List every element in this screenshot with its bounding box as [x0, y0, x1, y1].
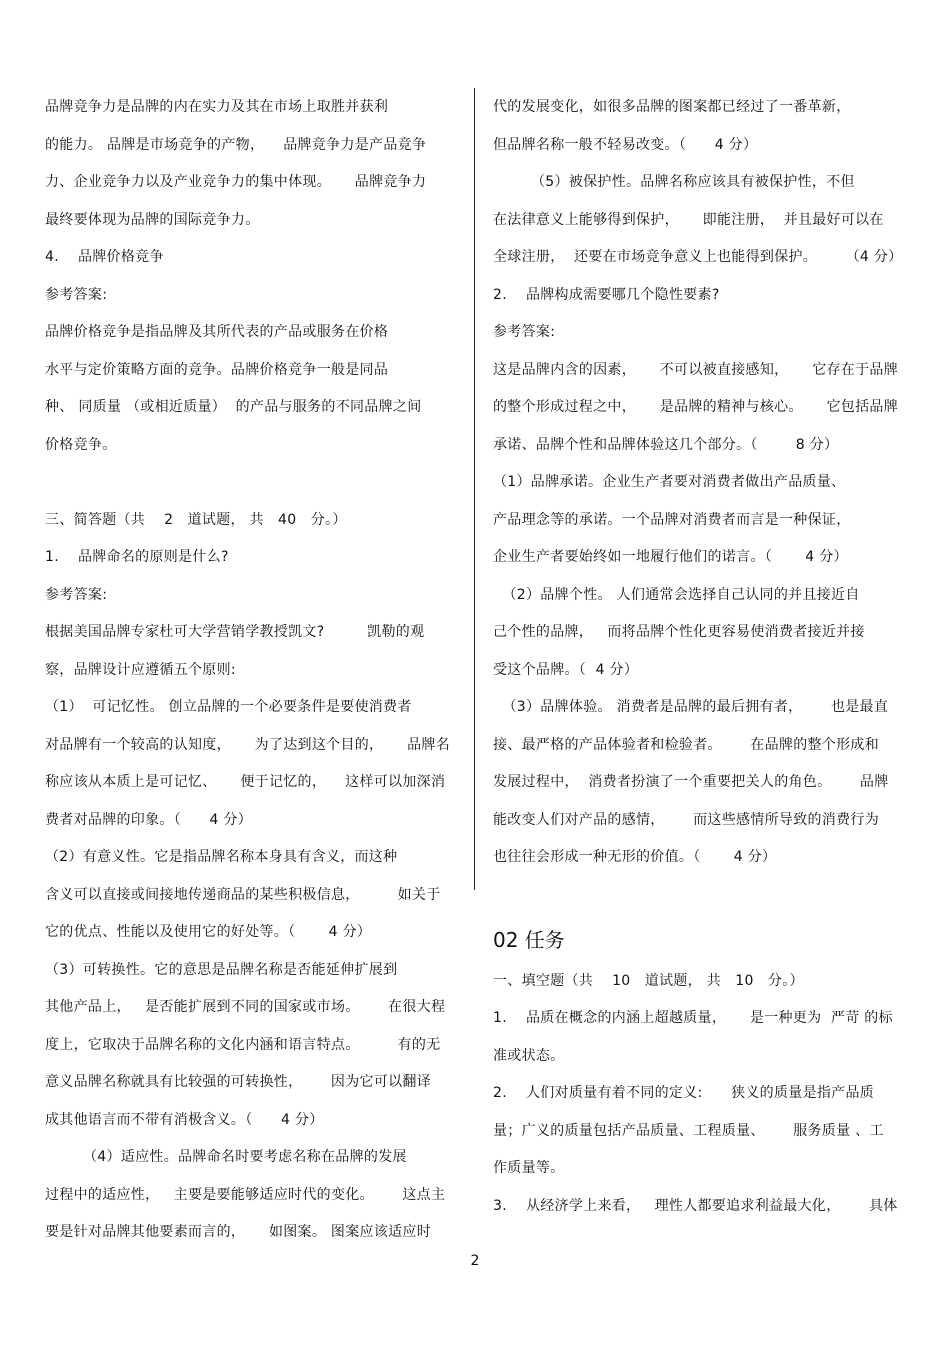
- text-line: 1. 品质在概念的内涵上超越质量， 是一种更为 严苛 的标: [493, 1010, 893, 1026]
- text-line: 1. 品牌命名的原则是什么?: [45, 549, 229, 565]
- text-line: 称应该从本质上是可记忆、 便于记忆的， 这样可以加深消: [45, 774, 446, 790]
- text-line: 三、简答题（共 2 道试题， 共 40 分。）: [45, 512, 347, 528]
- text-line: 受这个品牌。（ 4 分）: [493, 662, 639, 678]
- column-divider: [474, 88, 475, 890]
- text-line: 成其他语言而不带有消极含义。（ 4 分）: [45, 1112, 324, 1128]
- text-line: 过程中的适应性， 主要是要能够适应时代的变化。 这点主: [45, 1187, 446, 1203]
- text-line: 含义可以直接或间接地传递商品的某些积极信息， 如关于: [45, 887, 441, 903]
- text-line: 也往往会形成一种无形的价值。（ 4 分）: [493, 849, 777, 865]
- text-line: 参考答案:: [45, 287, 108, 303]
- text-line: 种、 同质量 （或相近质量） 的产品与服务的不同品牌之间: [45, 399, 422, 415]
- text-line: 在法律意义上能够得到保护， 即能注册， 并且最好可以在: [493, 212, 884, 228]
- text-line: 发展过程中， 消费者扮演了一个重要把关人的角色。 品牌: [493, 774, 889, 790]
- text-line: 接、最严格的产品体验者和检验者。 在品牌的整个形成和: [493, 737, 879, 753]
- section-heading: 02 任务: [493, 928, 565, 952]
- text-line: 费者对品牌的印象。（ 4 分）: [45, 812, 253, 828]
- text-line: 代的发展变化，如很多品牌的图案都已经过了一番革新，: [493, 99, 851, 115]
- text-line: 其他产品上， 是否能扩展到不同的国家或市场。 在很大程: [45, 999, 446, 1015]
- text-line: 它的优点、性能以及使用它的好处等。（ 4 分）: [45, 924, 372, 940]
- text-line: 品牌价格竞争是指品牌及其所代表的产品或服务在价格: [45, 324, 389, 340]
- text-line: 作质量等。: [493, 1160, 565, 1176]
- text-line: 这是品牌内含的因素， 不可以被直接感知， 它存在于品牌: [493, 362, 898, 378]
- text-line: （3）可转换性。它的意思是品牌名称是否能延伸扩展到: [45, 962, 398, 978]
- text-line: 量；广义的质量包括产品质量、工程质量、 服务质量 、工: [493, 1123, 884, 1139]
- text-line: 根据美国品牌专家杜可大学营销学教授凯文? 凯勒的观: [45, 624, 425, 640]
- text-line: 度上，它取决于品牌名称的文化内涵和语言特点。 有的无: [45, 1037, 441, 1053]
- text-line: 但品牌名称一般不轻易改变。（ 4 分）: [493, 137, 758, 153]
- text-line: 水平与定价策略方面的竞争。品牌价格竞争一般是同品: [45, 362, 389, 378]
- text-line: 参考答案:: [45, 587, 108, 603]
- text-line: 要是针对品牌其他要素而言的， 如图案。 图案应该适应时: [45, 1224, 431, 1240]
- text-line: （5）被保护性。品牌名称应该具有被保护性，不但: [493, 174, 855, 190]
- text-line: 意义品牌名称就具有比较强的可转换性， 因为它可以翻译: [45, 1074, 431, 1090]
- text-line: 2. 品牌构成需要哪几个隐性要素?: [493, 287, 720, 303]
- text-line: 品牌竞争力是品牌的内在实力及其在市场上取胜并获利: [45, 99, 389, 115]
- text-line: 4. 品牌价格竞争: [45, 249, 164, 265]
- text-line: （1） 可记忆性。 创立品牌的一个必要条件是要使消费者: [45, 699, 412, 715]
- text-line: 企业生产者要始终如一地履行他们的诺言。（ 4 分）: [493, 549, 848, 565]
- text-line: 承诺、品牌个性和品牌体验这几个部分。（ 8 分）: [493, 437, 839, 453]
- text-line: 准或状态。: [493, 1048, 565, 1064]
- text-line: 参考答案:: [493, 324, 556, 340]
- text-line: 对品牌有一个较高的认知度， 为了达到这个目的， 品牌名: [45, 737, 450, 753]
- text-line: 3. 从经济学上来看， 理性人都要追求利益最大化， 具体: [493, 1198, 898, 1214]
- text-line: （2）有意义性。它是指品牌名称本身具有含义，而这种: [45, 849, 398, 865]
- text-line: （4）适应性。品牌命名时要考虑名称在品牌的发展: [45, 1149, 407, 1165]
- page-number: 2: [470, 1253, 480, 1269]
- text-line: 己个性的品牌， 而将品牌个性化更容易使消费者接近并接: [493, 624, 865, 640]
- text-line: （2）品牌个性。 人们通常会选择自己认同的并且接近自: [493, 587, 860, 603]
- text-line: 全球注册， 还要在市场竞争意义上也能得到保护。 （4 分）: [493, 249, 903, 265]
- text-line: 的整个形成过程之中， 是品牌的精神与核心。 它包括品牌: [493, 399, 898, 415]
- text-line: 能改变人们对产品的感情， 而这些感情所导致的消费行为: [493, 812, 879, 828]
- text-line: 一、填空题（共 10 道试题， 共 10 分。）: [493, 973, 804, 989]
- text-line: 力、企业竞争力以及产业竞争力的集中体现。 品牌竞争力: [45, 174, 427, 190]
- text-line: 察，品牌设计应遵循五个原则:: [45, 662, 236, 678]
- text-line: 2. 人们对质量有着不同的定义: 狭义的质量是指产品质: [493, 1085, 875, 1101]
- text-line: 价格竞争。: [45, 437, 117, 453]
- text-line: （1）品牌承诺。企业生产者要对消费者做出产品质量、: [493, 474, 846, 490]
- text-line: （3）品牌体验。 消费者是品牌的最后拥有者， 也是最直: [493, 699, 889, 715]
- text-line: 产品理念等的承诺。一个品牌对消费者而言是一种保证，: [493, 512, 851, 528]
- text-line: 最终要体现为品牌的国际竞争力。: [45, 212, 260, 228]
- text-line: 的能力。 品牌是市场竞争的产物， 品牌竞争力是产品竞争: [45, 137, 427, 153]
